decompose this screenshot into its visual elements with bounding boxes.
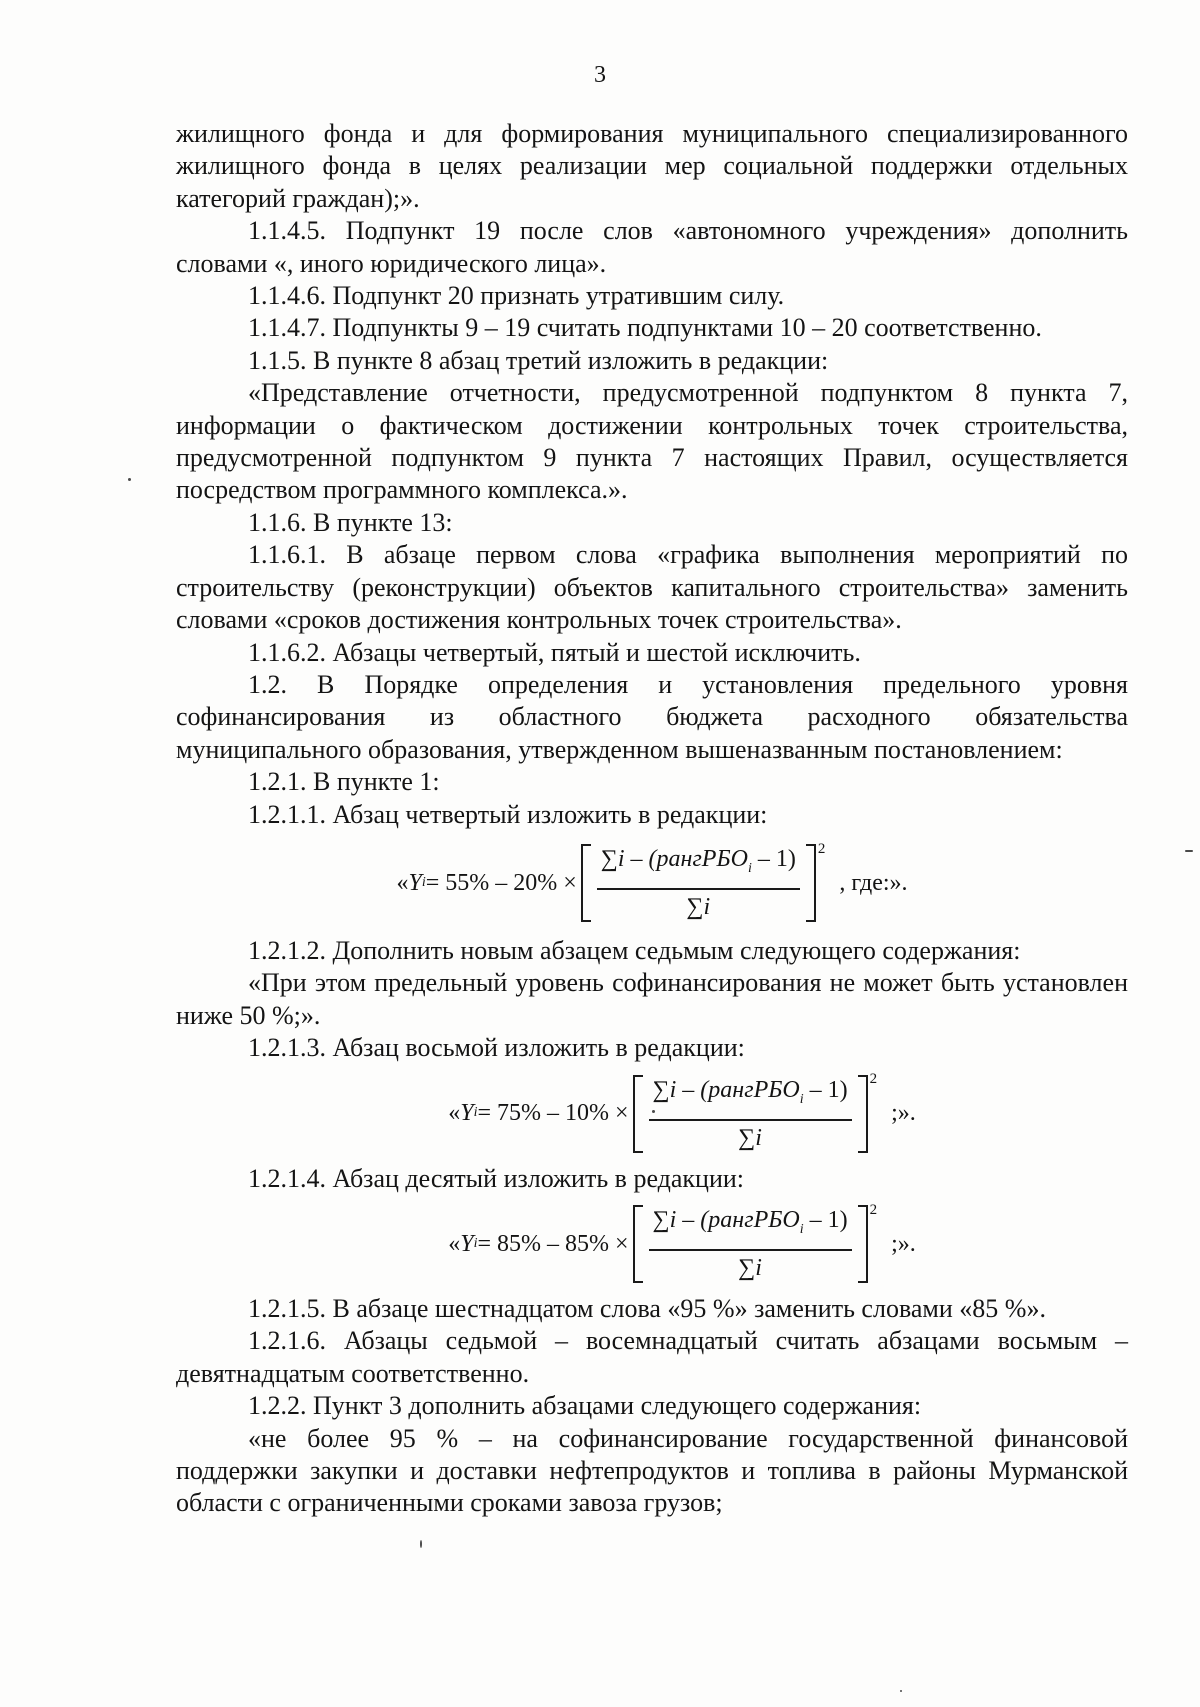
formula-tail: ;». [891,1230,916,1257]
formula-lhs: = 75% – 10% × [477,1100,629,1127]
numerator-text: ∑i – (рангРБО [652,1076,800,1103]
formula-variable-subscript: i [473,1105,478,1121]
numerator-end: – 1) [751,845,796,872]
formula-variable-subscript: i [421,874,426,890]
formula-2 [176,1065,1128,1163]
formula-variable: Y [460,1230,474,1257]
paragraph-quote-reporting: «Представление отчетности, предусмотренной подпунктом 8 пункта 7, информации о фактическом достижении контрольных точек строительства, предусмотренной подпунктом 9 пункта 7 настоящих Правил, осуществляется посредством программного комплекса.». [176,378,1128,505]
formula-variable: Y [460,1100,474,1127]
formula-open-quote: « [448,1230,461,1257]
paragraph-1-2-1-5: 1.2.1.5. В абзаце шестнадцатом слова «95 %» заменить словами «85 %». [248,1293,1046,1323]
formula-exponent: 2 [817,840,826,857]
formula-tail: , где:». [839,869,908,896]
numerator-end: – 1) [803,1076,848,1103]
formula-fraction [649,1073,852,1155]
formula-3 [176,1195,1128,1293]
page-number: 3 [594,62,606,88]
paragraph-1-2-1-2: 1.2.1.2. Дополнить новым абзацем седьмым следующего содержания: [248,935,1021,965]
paragraph-quote-min-level: «При этом предельный уровень софинансирования не может быть установлен ниже 50 %;». [176,968,1128,1030]
scan-speck [652,1110,655,1113]
formula-exponent: 2 [869,1201,878,1218]
formula-1 [176,831,1128,935]
paragraph-1-1-6-2: 1.1.6.2. Абзацы четвертый, пятый и шестой исключить. [248,637,861,667]
paragraph-1-2-1-4: 1.2.1.4. Абзац десятый изложить в редакции: [248,1163,745,1193]
numerator-subscript: i [799,1091,804,1107]
formula-numerator [649,1073,852,1121]
paragraph-quote-fuel-support: «не более 95 % – на софинансирование государственной финансовой поддержки закупки и доставки нефтепродуктов и топлива в районы Мурманской области с ограниченными сроками завоза грузов; [176,1423,1128,1518]
formula-tail: ;». [891,1100,916,1127]
paragraph-1-1-4-7: 1.1.4.7. Подпункты 9 – 19 считать подпунктами 10 – 20 соответственно. [248,313,1042,343]
scan-speck [128,478,131,481]
numerator-text: ∑i – (рангРБО [600,845,748,872]
paragraph-1-1-4-6: 1.1.4.6. Подпункт 20 признать утратившим силу. [248,281,785,311]
right-bracket [858,1205,868,1283]
formula-fraction [649,1203,852,1285]
formula-bracket-group [633,1073,878,1155]
formula-variable-subscript: i [473,1235,478,1251]
left-bracket [633,1075,643,1153]
paragraph-1-2-1-3: 1.2.1.3. Абзац восьмой изложить в редакции: [248,1033,745,1063]
paragraph-1-2-1-1: 1.2.1.1. Абзац четвертый изложить в редакции: [248,799,768,829]
numerator-subscript: i [747,860,752,876]
scan-speck [1185,850,1193,852]
paragraph-1-1-6-1: 1.1.6.1. В абзаце первом слова «графика выполнения мероприятий по строительству (реконструкции) объектов капитального строительства» заменить словами «сроков достижения контрольных точек строительства». [176,540,1128,635]
formula-denominator: ∑i [738,1254,762,1281]
document-body [176,118,1128,1520]
left-bracket [581,844,591,922]
formula-open-quote: « [448,1100,461,1127]
formula-lhs: = 55% – 20% × [425,869,577,896]
formula-bracket-group [633,1203,878,1285]
paragraph-continuation: жилищного фонда и для формирования муниципального специализированного жилищного фонда в целях реализации мер социальной поддержки отдельных категорий граждан);». [176,119,1128,213]
paragraph-1-1-5: 1.1.5. В пункте 8 абзац третий изложить в редакции: [248,345,829,375]
numerator-end: – 1) [803,1206,848,1233]
formula-numerator [649,1203,852,1251]
formula-bracket-group [581,842,826,924]
paragraph-1-2-1-6: 1.2.1.6. Абзацы седьмой – восемнадцатый считать абзацами восьмым – девятнадцатым соответственно. [176,1326,1128,1388]
paragraph-1-1-6: 1.1.6. В пункте 13: [248,507,453,537]
paragraph-1-1-4-5: 1.1.4.5. Подпункт 19 после слов «автономного учреждения» дополнить словами «, иного юридического лица». [176,216,1128,278]
right-bracket [858,1075,868,1153]
numerator-text: ∑i – (рангРБО [652,1206,800,1233]
formula-denominator: ∑i [686,893,711,920]
formula-fraction [597,842,800,924]
left-bracket [633,1205,643,1283]
scan-speck [900,1690,902,1692]
formula-exponent: 2 [869,1071,878,1088]
formula-variable: Y [408,869,422,896]
paragraph-1-2-1: 1.2.1. В пункте 1: [248,767,440,797]
paragraph-1-2: 1.2. В Порядке определения и установления предельного уровня софинансирования из областного бюджета расходного обязательства муниципального образования, утвержденном вышеназванным постановлением: [176,669,1128,764]
right-bracket [806,844,816,922]
paragraph-1-2-2: 1.2.2. Пункт 3 дополнить абзацами следующего содержания: [248,1391,922,1421]
formula-open-quote: « [396,869,409,896]
formula-denominator: ∑i [738,1124,762,1151]
formula-lhs: = 85% – 85% × [477,1230,629,1257]
formula-numerator [597,842,800,890]
numerator-subscript: i [799,1221,804,1237]
scan-speck [420,1540,422,1548]
